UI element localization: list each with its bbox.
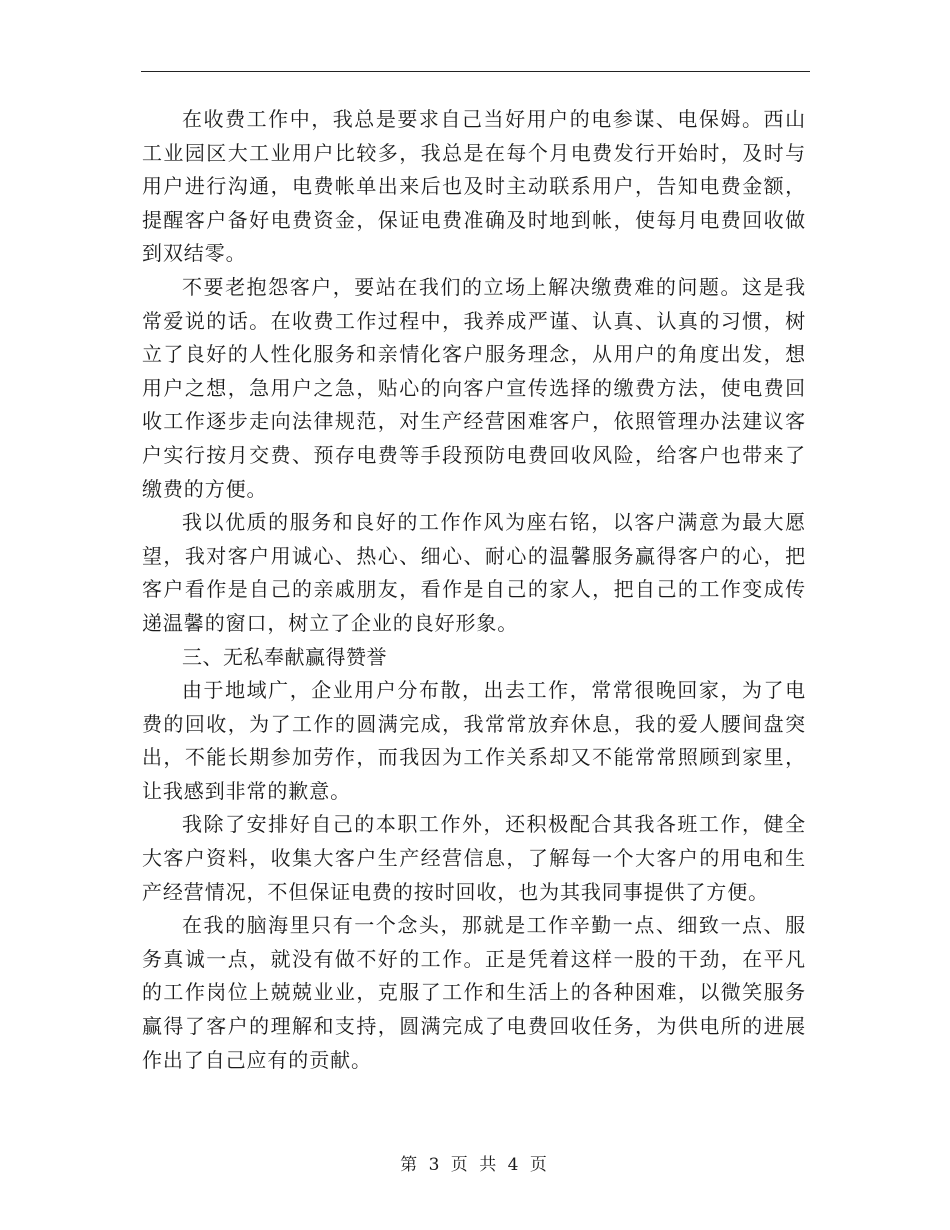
paragraph-billing-service: 在收费工作中，我总是要求自己当好用户的电参谋、电保姆。西山工业园区大工业用户比较多，我总是在每个月电费发行开始时，及时与用户进行沟通，电费帐单出来后也及时主动联系用户，告知电费金额，提醒客户备好电费资金，保证电费准确及时地到帐，使每月电费回收做到双结零。 (142, 107, 806, 266)
page-number: 第 3 页 共 4 页 (400, 1155, 550, 1175)
paragraph-teamwork: 我除了安排好自己的本职工作外，还积极配合其我各班工作，健全大客户资料，收集大客户生产经营信息，了解每一个大客户的用电和生产经营情况，不但保证电费的按时回收，也为其我同事提供了方便。 (142, 812, 806, 904)
paragraph-service-motto: 我以优质的服务和良好的工作作风为座右铭，以客户满意为最大愿望，我对客户用诚心、热心、细心、耐心的温馨服务赢得客户的心，把客户看作是自己的亲戚朋友，看作是自己的家人，把自己的工作变成传递温馨的窗口，树立了企业的良好形象。 (142, 510, 806, 635)
document-body (142, 103, 806, 1077)
header-rule (141, 71, 810, 72)
paragraph-conclusion: 在我的脑海里只有一个念头，那就是工作辛勤一点、细致一点、服务真诚一点，就没有做不好的工作。正是凭着这样一股的干劲，在平凡的工作岗位上兢兢业业，克服了工作和生活上的各种困难，以微笑服务赢得了客户的理解和支持，圆满完成了电费回收任务，为供电所的进展作出了自己应有的贡献。 (142, 913, 806, 1072)
paragraph-dedication: 由于地域广，企业用户分布散，出去工作，常常很晚回家，为了电费的回收，为了工作的圆满完成，我常常放弃休息，我的爱人腰间盘突出，不能长期参加劳作，而我因为工作关系却又不能常常照顾到家里，让我感到非常的歉意。 (142, 678, 806, 803)
paragraph-customer-attitude: 不要老抱怨客户，要站在我们的立场上解决缴费难的问题。这是我常爱说的话。在收费工作过程中，我养成严谨、认真、认真的习惯，树立了良好的人性化服务和亲情化客户服务理念，从用户的角度出发，想用户之想，急用户之急，贴心的向客户宣传选择的缴费方法，使电费回收工作逐步走向法律规范，对生产经营困难客户，依照管理办法建议客户实行按月交费、预存电费等手段预防电费回收风险，给客户也带来了缴费的方便。 (142, 274, 806, 501)
section-heading: 三、无私奉献赢得赞誉 (182, 644, 387, 669)
